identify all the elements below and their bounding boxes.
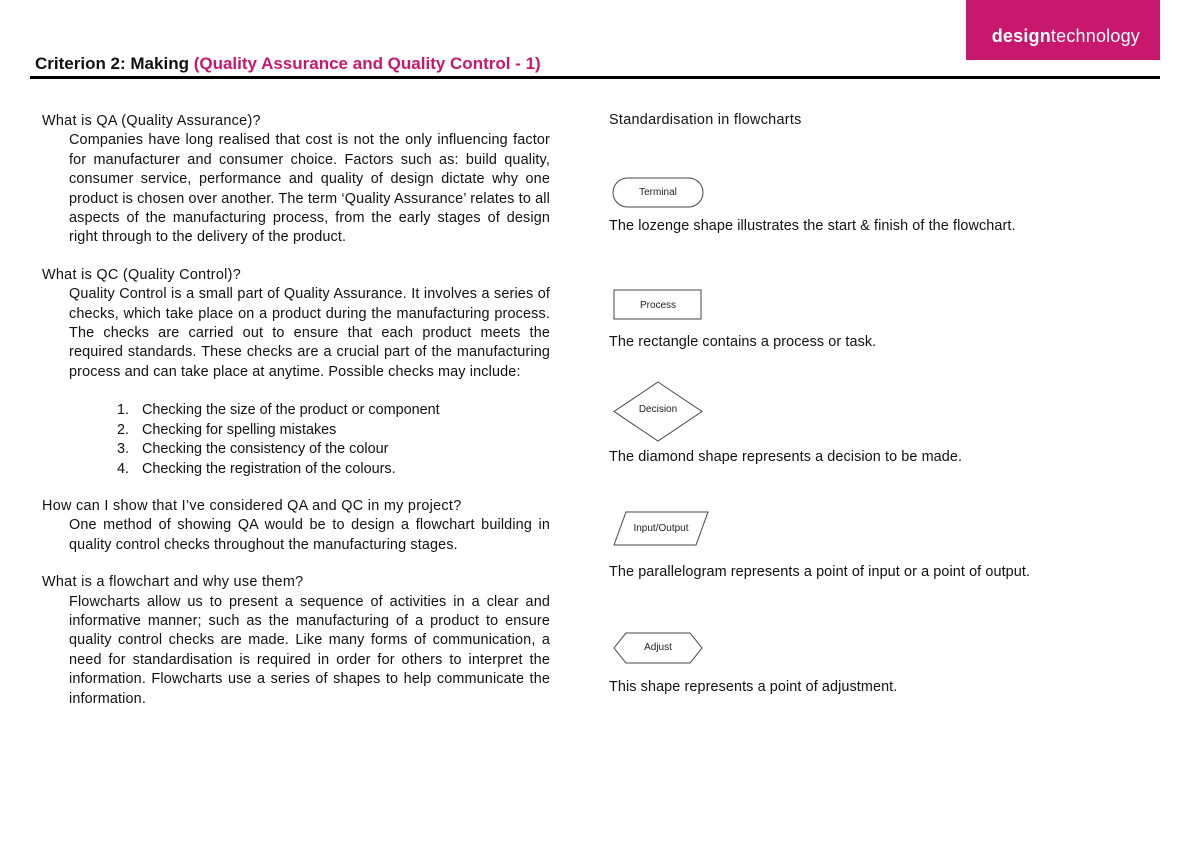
decision-caption: The diamond shape represents a decision to be made. bbox=[609, 449, 963, 465]
list-item bbox=[117, 421, 550, 440]
list-text: Checking for spelling mistakes bbox=[142, 421, 337, 438]
page-title-sub: (Quality Assurance and Quality Control - 1) bbox=[193, 54, 541, 73]
flowchart-section-title: Standardisation in flowcharts bbox=[609, 112, 802, 128]
list-item bbox=[117, 401, 550, 420]
question-flowchart: What is a flowchart and why use them? bbox=[42, 574, 304, 591]
input-output-caption: The parallelogram represents a point of input or a point of output. bbox=[609, 564, 1031, 580]
checks-list bbox=[42, 401, 550, 479]
question-qa: What is QA (Quality Assurance)? bbox=[42, 113, 261, 129]
process-label: Process bbox=[639, 300, 677, 311]
list-number: 3. bbox=[117, 441, 130, 458]
list-text: Checking the registration of the colours. bbox=[142, 460, 396, 477]
answer-qa: Companies have long realised that cost is not the only influencing factor for manufacturer and consumer choice. Factors such as: build quality, consumer service, performance and quality of design dictate why one product is chosen over another. The term ‘Quality Assurance’ relates to all aspects of the manufacturing process, from the early stages of design right through to the delivery of the product. bbox=[69, 132, 550, 246]
terminal-label: Terminal bbox=[639, 187, 677, 198]
list-number: 1. bbox=[117, 402, 130, 419]
answer-project: One method of showing QA would be to design a flowchart building in quality control checks throughout the manufacturing stages. bbox=[69, 517, 550, 553]
input-output-label: Input/Output bbox=[633, 523, 689, 534]
question-project: How can I show that I’ve considered QA and QC in my project? bbox=[42, 497, 462, 514]
process-caption: The rectangle contains a process or task. bbox=[609, 334, 877, 350]
list-item bbox=[117, 460, 550, 479]
header-divider bbox=[30, 76, 1160, 79]
brand-logo bbox=[966, 0, 1160, 60]
list-number: 4. bbox=[117, 460, 130, 477]
adjust-label: Adjust bbox=[644, 642, 672, 653]
answer-qc: Quality Control is a small part of Quality Assurance. It involves a series of checks, which take place on a product during the manufacturing process. The checks are carried out to ensure that each product meets the required standards. These checks are a crucial part of the manufacturing process and can take place at anytime. Possible checks may include: bbox=[69, 286, 550, 380]
list-item bbox=[117, 440, 550, 459]
list-text: Checking the size of the product or component bbox=[142, 402, 440, 419]
brand-normal: technology bbox=[1050, 26, 1140, 46]
decision-label: Decision bbox=[638, 404, 678, 415]
page-title bbox=[35, 54, 541, 74]
answer-flowchart: Flowcharts allow us to present a sequence of activities in a clear and informative manner; such as the manufacturing of a product to ensure quality control checks are made. Like many forms of communication, a need for standardisation is required in order for others to interpret the information. Flowcharts use a series of shapes to help communicate the information. bbox=[69, 593, 550, 707]
list-number: 2. bbox=[117, 421, 130, 438]
brand-bold: design bbox=[991, 26, 1051, 46]
page-title-main: Criterion 2: Making bbox=[35, 54, 189, 73]
adjust-caption: This shape represents a point of adjustment. bbox=[609, 679, 898, 695]
question-qc: What is QC (Quality Control)? bbox=[42, 266, 242, 283]
left-column bbox=[42, 112, 550, 709]
list-text: Checking the consistency of the colour bbox=[142, 441, 389, 458]
terminal-caption: The lozenge shape illustrates the start & finish of the flowchart. bbox=[609, 218, 1016, 234]
